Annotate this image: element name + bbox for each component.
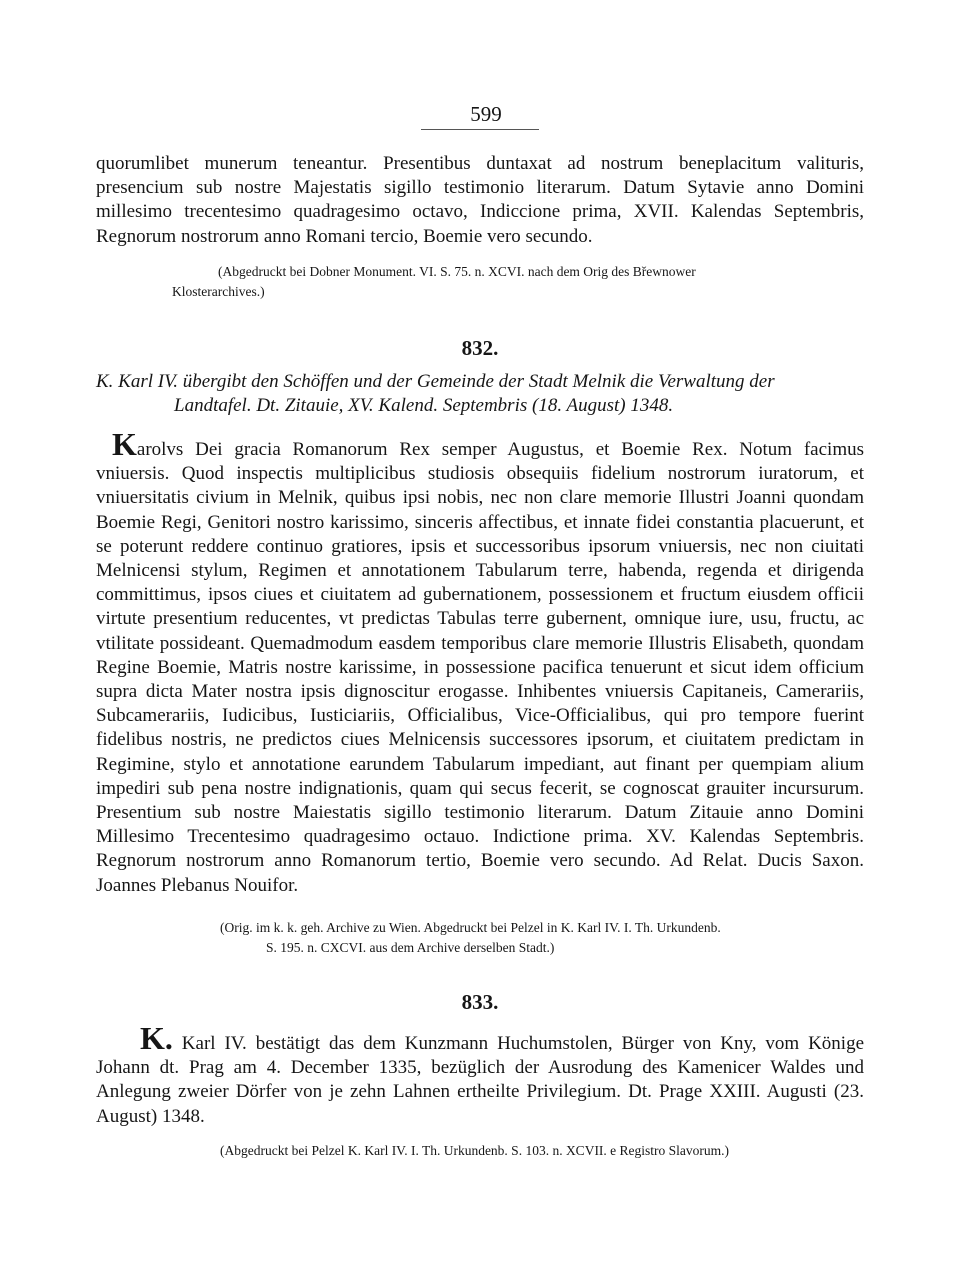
regest-833 [96, 1020, 864, 1129]
source-note-831-line1: (Abgedruckt bei Dobner Monument. VI. S. 75. n. XCVI. nach dem Orig des Břewnower [218, 264, 696, 279]
initial-letter-833: K. [140, 1020, 173, 1056]
source-note-831-line2: Klosterarchives.) [172, 283, 265, 299]
source-note-832-line1: (Orig. im k. k. geh. Archive zu Wien. Abgedruckt bei Pelzel in K. Karl IV. I. Th. Urkundenb. [220, 920, 721, 935]
regest-832 [96, 370, 864, 418]
document-number-832: 832. [461, 336, 499, 360]
regest-832-line1: K. Karl IV. übergibt den Schöffen und der Gemeinde der Stadt Melnik die Verwaltung der [96, 371, 775, 392]
charter-body-832: arolvs Dei gracia Romanorum Rex semper Augustus, et Boemie Rex. Notum facimus vniuersis. Quod inspectis multiplicibus studiosis obsequiis fidelium nostrorum iuratorum, et vniuersitatis civium in Melnik, quibus ipsi nobis, nec non clare memorie Illustri Joanni quondam Boemie Regi, Genitori nostro karissimo, sinceris affectibus, et innate fidei constantia placuerunt, et se poterunt reddere continuo gratiores, ipsis et successoribus ipsorum vniuersis, nec non ciuitati Melnicensi stylum, Regimen et annotationem Tabularum terre, habenda, regenda et dirigenda committimus, ipsos ciues et ciuitatem ad gubernationem, possessionem et fructum eiusdem officii virtute presentium reducentes, vt predictas Tabulas terre gubernent, omnique iure, usu, fructu, ac vtilitate possideant. Quemadmodum easdem temporibus clare memorie Illustris Elisabeth, quondam Regine Boemie, Matris nostre karissime, in possessione pacifica tenuerunt et sicut idem officium supra dicta Mater nostra ipsis dignoscitur erogasse. Inhibentes vniuersis Capitaneis, Camerariis, Subcamerariis, Iudicibus, Iusticiariis, Officialibus, Vice-Officialibus, qui pro tempore fuerint fidelibus nostris, ne predictos ciues Melnicensis successores ipsorum, et ciuitatem predictam in Regimine, stylo et annotatione earundem Tabularum impediant, aut finant per quempiam alium impediri sub pena nostre indignationis, quam qui secus fecerit, se cognoscat grauiter incursurum. Presentium sub nostre Maiestatis sigillo testimonio literarum. Datum Zitauie anno Domini Millesimo Trecentesimo quadragesimo octauo. Indictione prima. XV. Kalendas Septembris. Regnorum nostrorum anno Romanorum tertio, Boemie vero secundo. Ad Relat. Ducis Saxon. Joannes Plebanus Nouifor. [96, 439, 864, 896]
page-number: 599 [470, 102, 502, 126]
page-number-rule [421, 129, 539, 130]
source-note-831 [172, 262, 864, 301]
source-note-832-line2: S. 195. n. CXCVI. aus dem Archive derselben Stadt.) [266, 939, 555, 955]
charter-text-832 [96, 426, 864, 898]
source-note-832 [220, 918, 864, 957]
document-page [96, 0, 864, 1284]
continued-text: quorumlibet munerum teneantur. Presentibus duntaxat ad nostrum beneplacitum valituris, presencium sub nostre Majestatis sigillo testimonio literarum. Datum Sytavie anno Domini millesimo trecentesimo quadragesimo octavo, Indiccione prima, XVII. Kalendas Septembris, Regnorum nostrorum anno Romani tercio, Boemie vero secundo. [96, 153, 864, 247]
initial-letter-832: K [112, 426, 137, 462]
regest-832-line2: Landtafel. Dt. Zitauie, XV. Kalend. Septembris (18. August) 1348. [174, 395, 674, 417]
source-note-833: (Abgedruckt bei Pelzel K. Karl IV. I. Th. Urkundenb. S. 103. n. XCVII. e Registro Slavorum.) [220, 1143, 730, 1158]
regest-833-body: Karl IV. bestätigt das dem Kunzmann Huchumstolen, Bürger von Kny, vom Könige Johann dt. Prag am 4. December 1335, bezüglich der Ausrodung des Kamenicer Waldes und Anlegung zweier Dörfer von je zehn Lahnen ertheilte Privilegium. Dt. Prage XXIII. Augusti (23. August) 1348. [96, 1033, 864, 1127]
document-number-833: 833. [461, 990, 499, 1014]
